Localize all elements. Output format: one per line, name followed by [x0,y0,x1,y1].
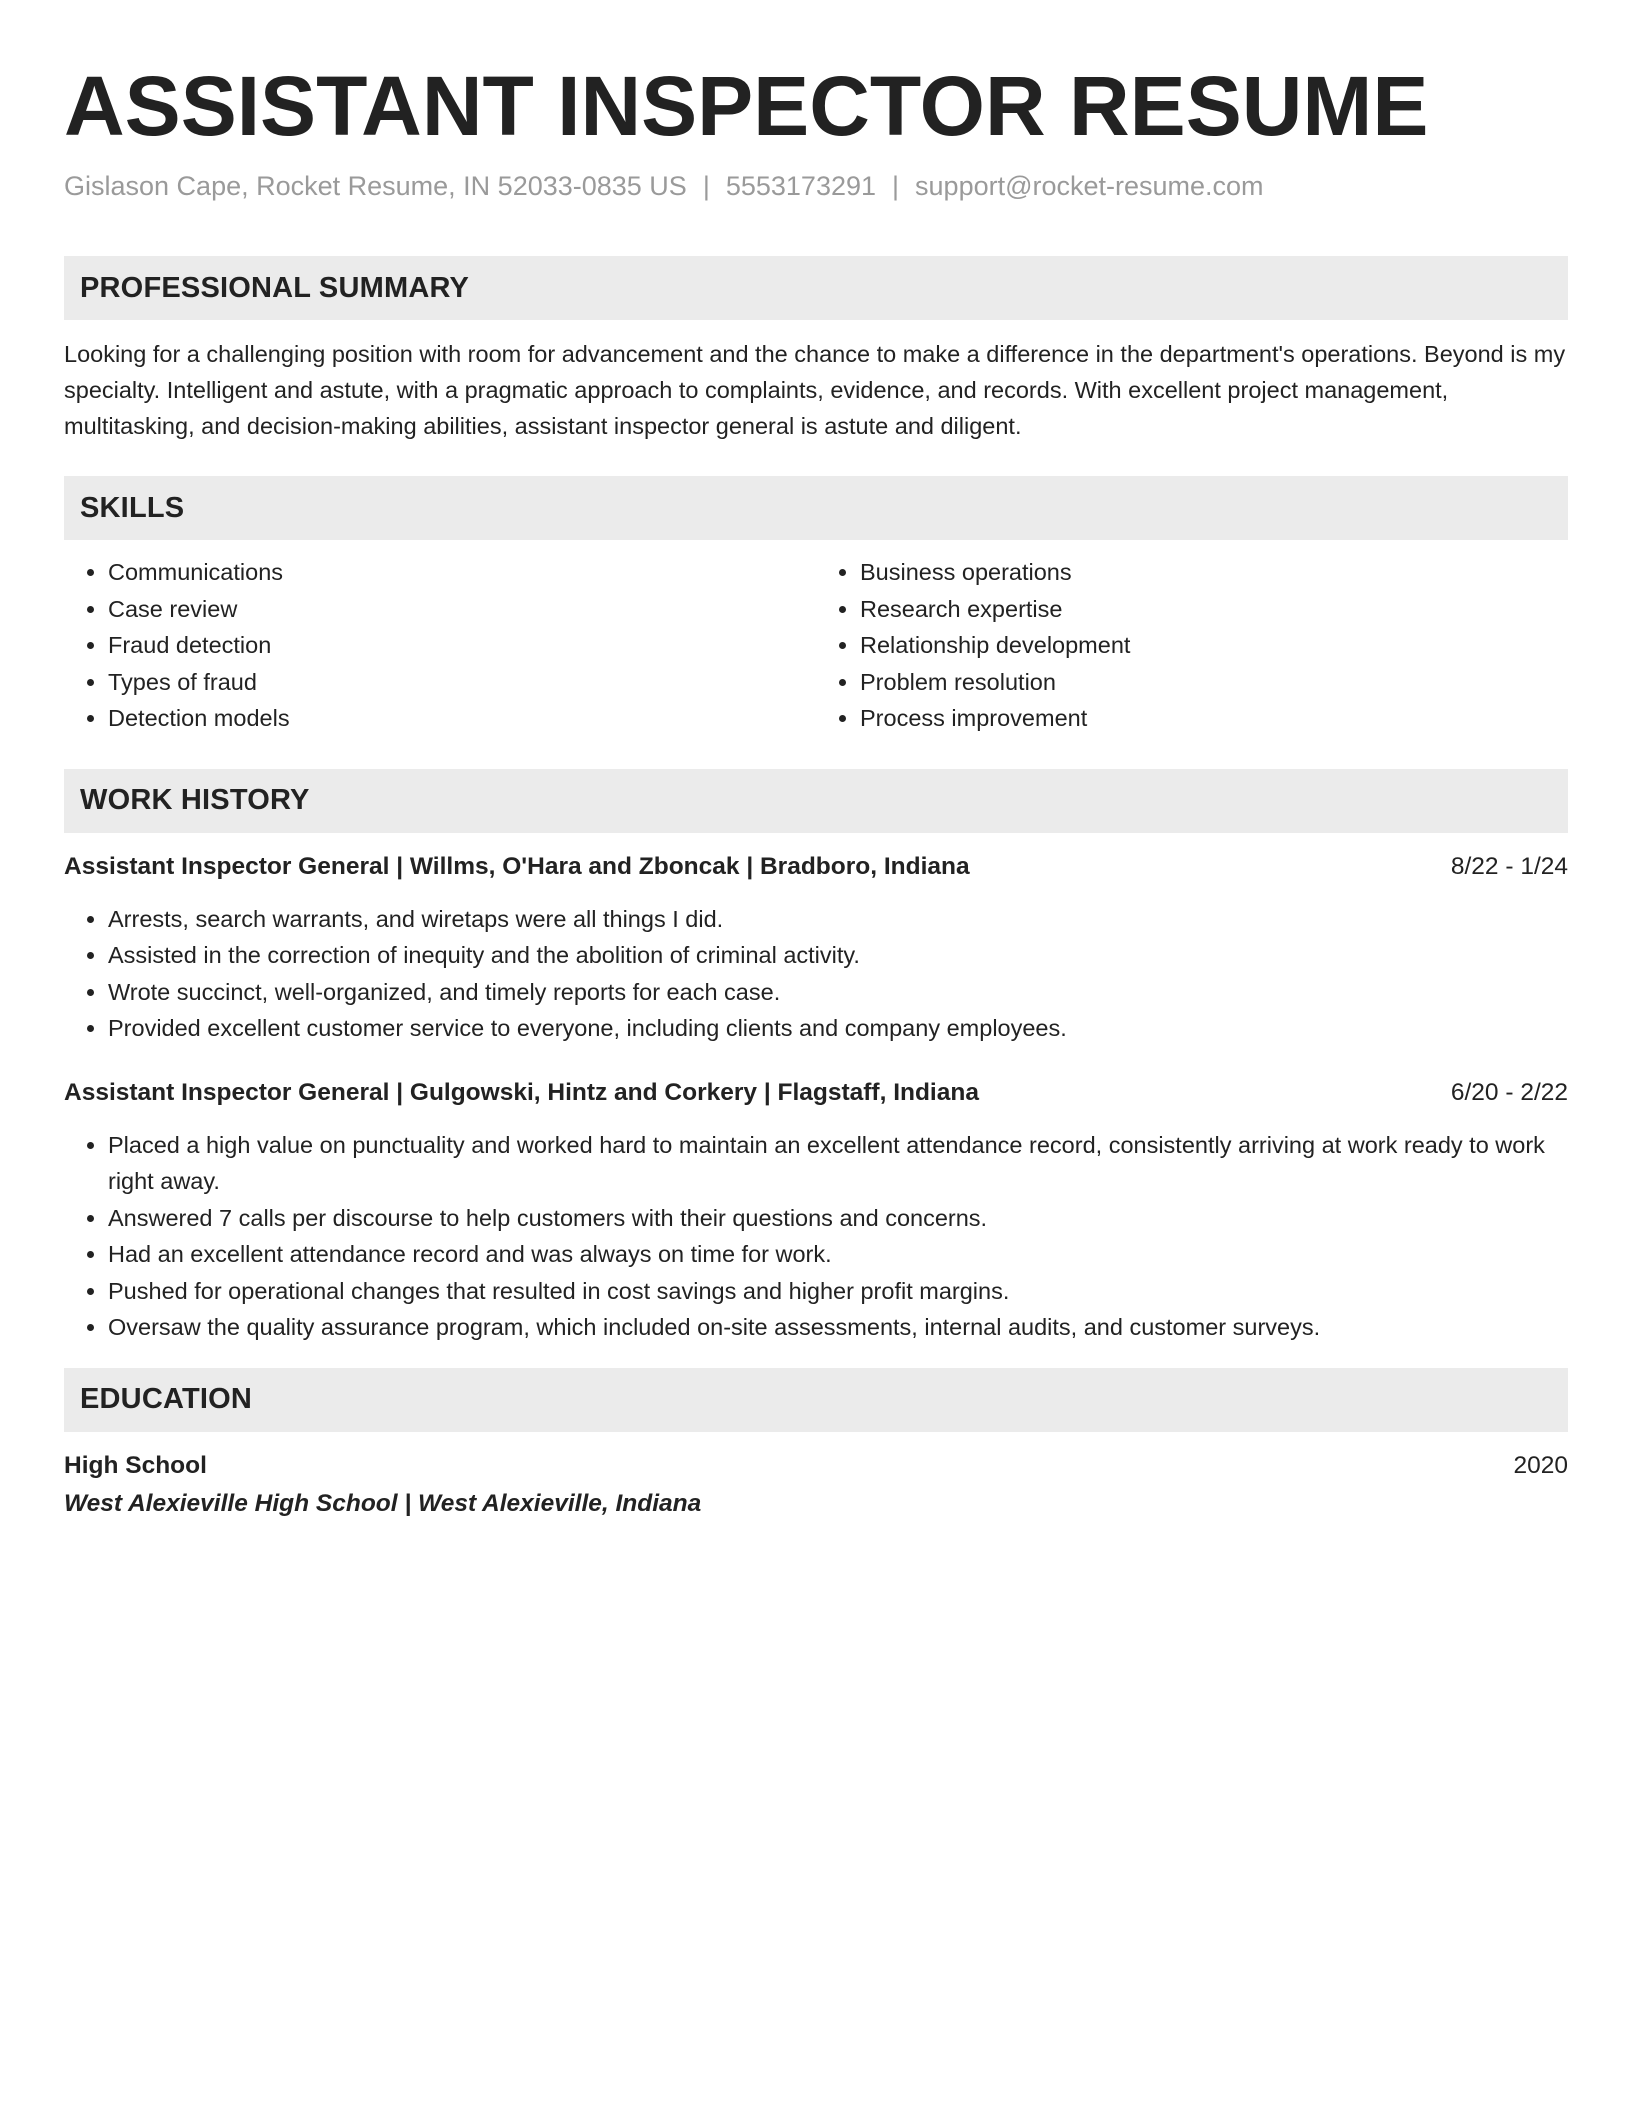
education-heading [64,1448,1568,1484]
skill-item: • Relationship development [860,627,1568,664]
contact-separator: | [702,171,710,201]
section-header-skills: SKILLS [64,476,1568,540]
skill-item: • Fraud detection [108,627,816,664]
contact-line [64,168,1568,204]
job-heading [64,849,1568,885]
job-bullet: • Provided excellent customer service to everyone, including clients and company employees. [108,1010,1568,1047]
education-degree: High School [64,1451,207,1479]
skill-item: • Business operations [860,554,1568,591]
skills-column-right [816,554,1568,737]
education-school: West Alexieville High School | West Alexieville, Indiana [64,1489,702,1517]
section-header-education: EDUCATION [64,1368,1568,1432]
resume-title: ASSISTANT INSPECTOR RESUME [64,59,1429,153]
skill-item: • Problem resolution [860,664,1568,701]
job-bullet: • Oversaw the quality assurance program, which included on-site assessments, internal audits, and customer surveys. [108,1309,1568,1346]
job-title: Assistant Inspector General | Gulgowski, Hintz and Corkery | Flagstaff, Indiana [64,1078,979,1106]
contact-separator: | [892,171,900,201]
job-bullet: • Assisted in the correction of inequity and the abolition of criminal activity. [108,937,1568,974]
job-bullet: • Pushed for operational changes that resulted in cost savings and higher profit margins. [108,1273,1568,1310]
skill-item: • Detection models [108,700,816,737]
section-header-summary: PROFESSIONAL SUMMARY [64,256,1568,320]
job-bullet: • Placed a high value on punctuality and worked hard to maintain an excellent attendance record, consistently arriving at work ready to work right away. [108,1127,1568,1200]
job-bullet: • Had an excellent attendance record and was always on time for work. [108,1236,1568,1273]
job-bullets [64,901,1568,1047]
job-bullets [64,1127,1568,1346]
section-header-work-history: WORK HISTORY [64,769,1568,833]
job-dates: 8/22 - 1/24 [1450,852,1568,880]
contact-address: Gislason Cape, Rocket Resume, IN 52033-0835 US [64,171,687,201]
summary-text: Looking for a challenging position with room for advancement and the chance to make a difference in the department's operations. Beyond is my specialty. Intelligent and astute, with a pragmatic approach to complaints, evidence, and records. With excellent project management, multitasking, and decision-making abilities, assistant inspector general is astute and diligent. [64,341,1566,439]
contact-email: support@rocket-resume.com [915,171,1264,201]
job-title: Assistant Inspector General | Willms, O'Hara and Zboncak | Bradboro, Indiana [64,852,970,880]
skills-column-left [64,554,816,737]
skill-item: • Types of fraud [108,664,816,701]
job-bullet: • Answered 7 calls per discourse to help customers with their questions and concerns. [108,1200,1568,1237]
skill-item: • Case review [108,591,816,628]
education-year: 2020 [1513,1451,1568,1479]
job-bullet: • Arrests, search warrants, and wiretaps were all things I did. [108,901,1568,938]
skill-item: • Communications [108,554,816,591]
contact-phone: 5553173291 [725,171,877,201]
skills-list [64,554,1568,737]
job-heading [64,1075,1568,1111]
job-dates: 6/20 - 2/22 [1450,1078,1568,1106]
skill-item: • Research expertise [860,591,1568,628]
skill-item: • Process improvement [860,700,1568,737]
job-bullet: • Wrote succinct, well-organized, and timely reports for each case. [108,974,1568,1011]
